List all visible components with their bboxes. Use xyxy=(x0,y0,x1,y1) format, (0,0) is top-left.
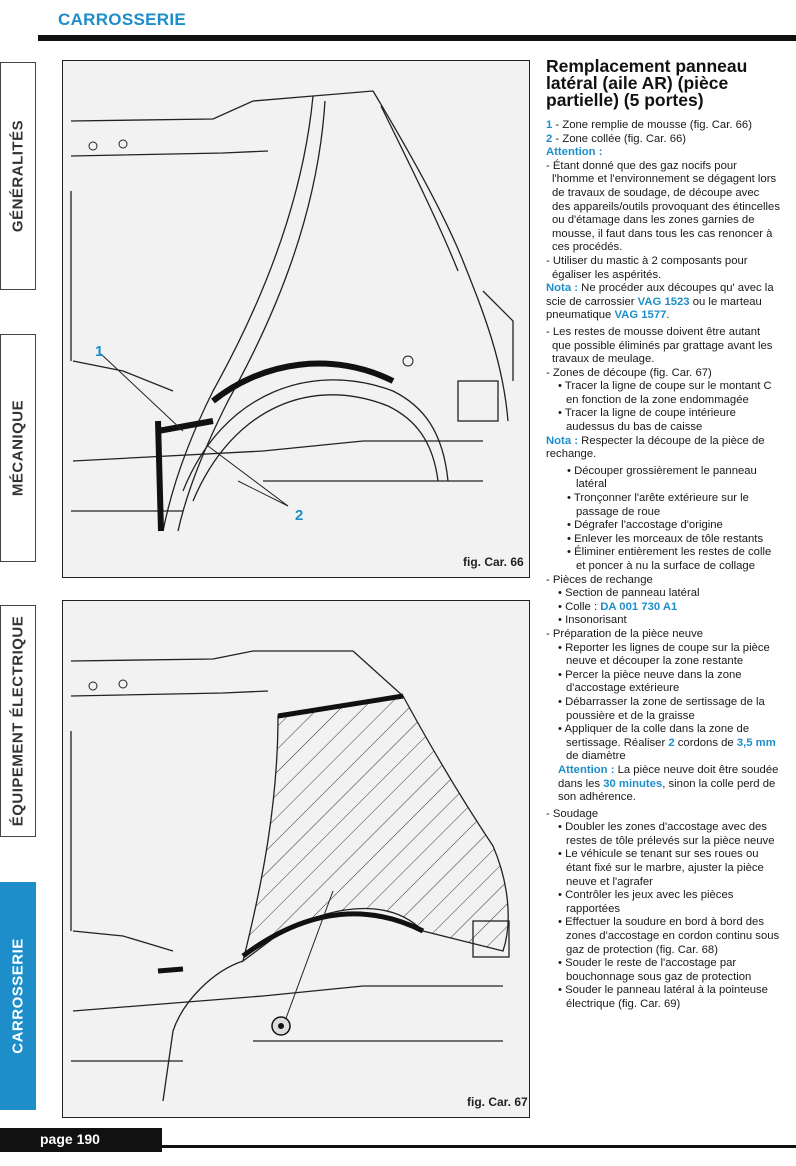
nota-text: Respecter la découpe de la pièce de rechange. xyxy=(546,434,765,461)
list-item: • Effectuer la soudure en bord à bord des zones d'accostage en cordon continu sous gaz de protection (fig. Car. 68) xyxy=(558,916,780,956)
section-title: CARROSSERIE xyxy=(58,10,186,29)
figure-car-66 xyxy=(62,60,530,578)
steps-1 xyxy=(546,326,780,435)
figure-caption: fig. Car. 67 xyxy=(467,1095,528,1109)
nota-1 xyxy=(546,282,780,323)
list-item: - Zones de découpe (fig. Car. 67) xyxy=(546,366,712,379)
tab-label: MÉCANIQUE xyxy=(9,399,27,497)
tab-mecanique[interactable] xyxy=(0,334,36,562)
bead-count: 2 xyxy=(668,736,675,749)
attention-heading: Attention : xyxy=(546,146,603,159)
list-item: • Souder le reste de l'accostage par bouchonnage sous gaz de protection xyxy=(558,957,752,983)
legend-text: - Zone collée (fig. Car. 66) xyxy=(552,132,687,145)
list-item: - Préparation de la pièce neuve xyxy=(546,627,704,640)
list-item: - Les restes de mousse doivent être autant que possible éliminés par grattage avant les travaux de meulage. xyxy=(546,325,773,366)
figure-car-67 xyxy=(62,600,530,1118)
attention-text: , sinon la colle perd de son adhérence. xyxy=(558,777,776,804)
list-item: • Tronçonner l'arête extérieure sur le passage de roue xyxy=(567,492,749,518)
list-item: • Section de panneau latéral xyxy=(558,587,700,600)
nota-2 xyxy=(546,435,780,462)
steps-2 xyxy=(546,465,780,764)
attention-heading: Attention : xyxy=(558,763,615,776)
tool-ref: VAG 1577 xyxy=(614,309,667,322)
list-item: • Reporter les lignes de coupe sur la pièce neuve et découper la zone restante xyxy=(558,641,770,668)
nota-text: Ne procéder aux découpes qu' avec la scie de carrossier xyxy=(546,282,774,308)
list-text: de diamètre xyxy=(566,750,626,763)
figure-caption: fig. Car. 66 xyxy=(463,555,524,569)
steps-soudage xyxy=(546,808,780,1012)
list-item: • Contrôler les jeux avec les pièces rapportées xyxy=(558,889,734,915)
tab-label: ÉQUIPEMENT ÉLECTRIQUE xyxy=(9,615,27,827)
list-item: • Dégrafer l'accostage d'origine xyxy=(567,519,723,532)
list-item: - Soudage xyxy=(546,807,599,820)
list-text: cordons de xyxy=(674,736,737,749)
time-limit: 30 minutes xyxy=(603,777,663,790)
header-rule xyxy=(38,35,796,41)
legend-item xyxy=(546,133,780,147)
callout-2: 2 xyxy=(295,507,304,524)
nota-label: Nota : xyxy=(546,434,579,447)
attention-item: - Utiliser du mastic à 2 composants pour égaliser les aspérités. xyxy=(546,254,748,281)
legend-item xyxy=(546,119,780,133)
list-text: • Colle : xyxy=(558,600,601,613)
footer-rule xyxy=(162,1145,796,1148)
article xyxy=(546,58,780,1012)
tab-label: CARROSSERIE xyxy=(9,938,27,1054)
nota-label: Nota : xyxy=(546,282,579,295)
legend-number: 1 xyxy=(546,119,553,131)
legend-text: - Zone remplie de mousse (fig. Car. 66) xyxy=(552,119,752,131)
tab-generalites[interactable] xyxy=(0,62,36,290)
legend-number: 2 xyxy=(546,132,553,145)
figure-66-drawing xyxy=(63,61,529,577)
list-item: • Découper grossièrement le panneau latéral xyxy=(567,464,757,491)
list-item: • Insonorisant xyxy=(558,614,627,627)
list-item: - Pièces de rechange xyxy=(546,573,653,586)
bead-diameter: 3,5 mm xyxy=(736,736,776,749)
list-item: • Tracer la ligne de coupe sur le montant C en fonction de la zone endommagée xyxy=(558,380,772,406)
tab-carrosserie[interactable] xyxy=(0,882,36,1110)
page-number: page 190 xyxy=(40,1131,100,1147)
figure-67-drawing xyxy=(63,601,529,1117)
list-item: • Percer la pièce neuve dans la zone d'accostage extérieure xyxy=(558,668,742,695)
attention-2 xyxy=(546,764,780,805)
list-item-colle-step xyxy=(546,723,780,764)
attention-text: La pièce neuve doit être soudée dans les xyxy=(558,763,779,790)
tab-equipement-electrique[interactable] xyxy=(0,605,36,837)
list-item: • Éliminer entièrement les restes de colle et poncer à nu la surface de collage xyxy=(567,546,772,572)
list-text: • Appliquer de la colle dans la zone de sertissage. Réaliser xyxy=(558,723,750,749)
tab-label: GÉNÉRALITÉS xyxy=(9,119,27,233)
list-item: • Souder le panneau latéral à la pointeuse électrique (fig. Car. 69) xyxy=(558,984,768,1010)
nota-text: . xyxy=(666,309,670,322)
nota-text: ou le marteau pneumatique xyxy=(546,295,762,322)
article-title: Remplacement panneau latéral (aile AR) (pièce partielle) (5 portes) xyxy=(546,56,748,110)
list-item: • Enlever les morceaux de tôle restants xyxy=(567,532,764,545)
attention-item: - Étant donné que des gaz nocifs pour l'homme et l'environnement se dégagent lors de travaux de soudage, de découpe avec des appareils/outils provoquant des étincelles ou d'étamage dans les zones garnies de mousse, il faut dans tous les cas renoncer à ces procédés. xyxy=(546,159,780,254)
list-item: • Le véhicule se tenant sur ses roues ou étant fixé sur le marbre, ajuster la pièce neuve et l'agrafer xyxy=(558,848,764,888)
attention-label xyxy=(546,146,780,160)
part-ref: DA 001 730 A1 xyxy=(600,600,678,613)
list-item-colle xyxy=(546,601,780,615)
callout-1: 1 xyxy=(95,343,104,360)
tool-ref: VAG 1523 xyxy=(637,295,690,308)
list-item: • Débarrasser la zone de sertissage de la poussière et de la graisse xyxy=(558,695,765,722)
list-item: • Doubler les zones d'accostage avec des restes de tôle prélevés sur la pièce neuve xyxy=(558,821,775,847)
list-item: • Tracer la ligne de coupe intérieure audessus du bas de caisse xyxy=(558,407,736,434)
